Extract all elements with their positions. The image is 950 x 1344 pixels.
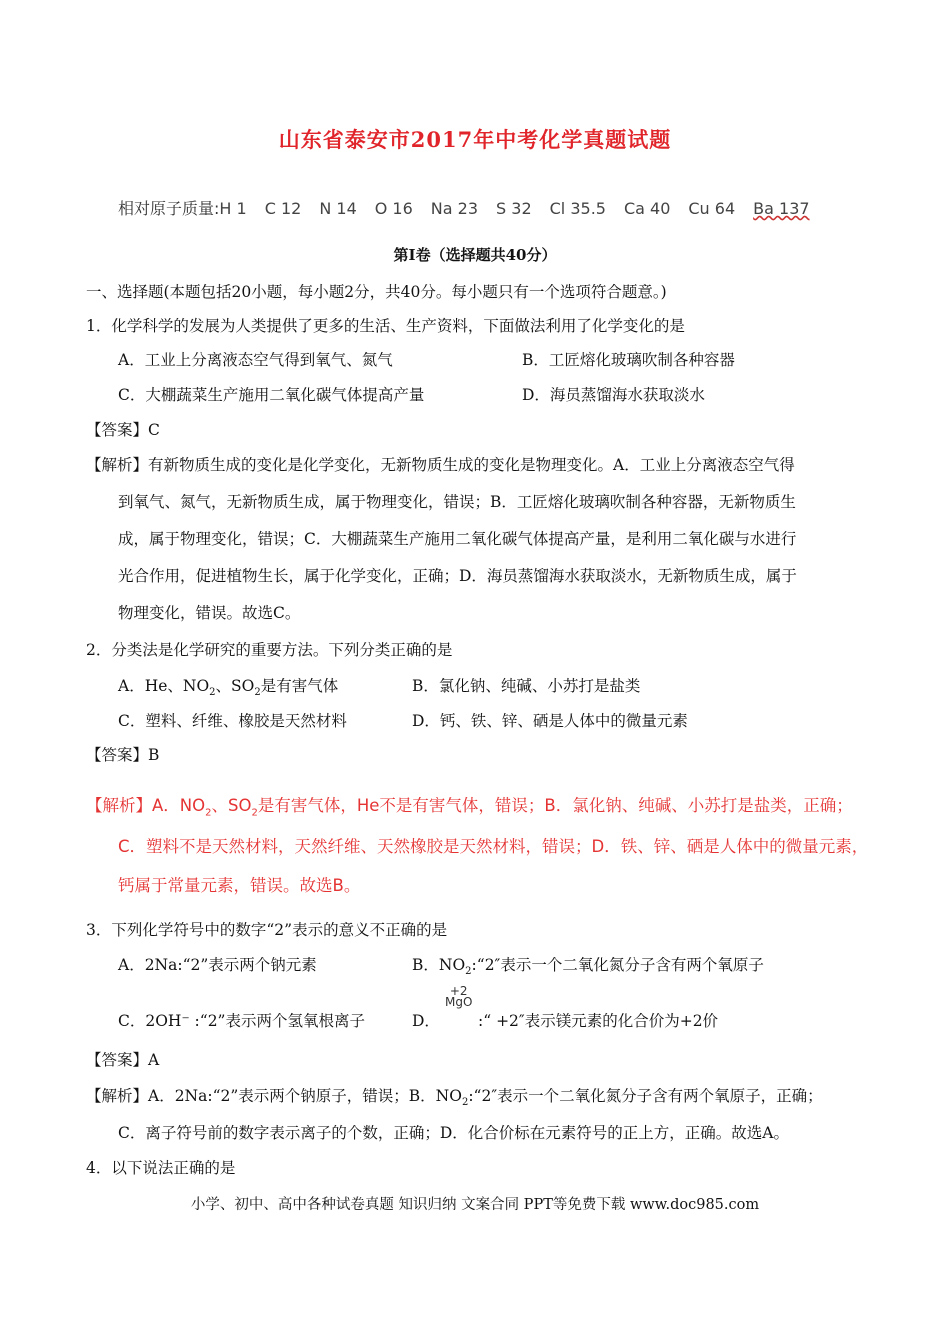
mgo-valence: +2 (449, 984, 468, 998)
q1-explanation-line: 成，属于物理变化，错误；C．大棚蔬菜生产施用二氧化碳气体提高产量，是利用二氧化碳与水进行 (118, 530, 797, 548)
q3-answer: 【答案】A (86, 1051, 160, 1069)
q3-explanation-line: 【解析】A．2Na:“2”表示两个钠原子，错误；B．$NO_2:“2''$表示一个二氧化氮分子含有两个氧原子，正确； (86, 1087, 823, 1109)
atomic-mass-item: Cl 35.5 (549, 199, 606, 218)
q1-explanation-line: 【解析】有新物质生成的变化是化学变化，无新物质生成的变化是物理变化。A．工业上分离液态空气得 (86, 456, 795, 474)
atomic-mass-item: C 12 (264, 199, 302, 218)
atomic-mass-item: Cu 64 (688, 199, 736, 218)
atomic-mass-item: Na 23 (430, 199, 479, 218)
part-title: 第Ⅰ卷（选择题共40分） (393, 246, 557, 264)
q1-explanation-line: 到氧气、氮气，无新物质生成，属于物理变化，错误；B．工匠熔化玻璃吹制各种容器，无新物质生 (118, 493, 796, 511)
q1-option-d: D．海员蒸馏海水获取淡水 (522, 386, 705, 404)
q3-option-d: :“ +2″表示镁元素的化合价为+2价 (478, 1012, 719, 1030)
q2-option-a: A．He、$NO_2$、$SO_2$是有害气体 (118, 677, 339, 699)
q2-explanation-line: 钙属于常量元素，错误。故选B。 (118, 876, 361, 895)
question-2-stem: 2．分类法是化学研究的重要方法。下列分类正确的是 (86, 641, 453, 659)
q3-option-d-label: D． (412, 1012, 440, 1030)
page-footer: 小学、初中、高中各种试卷真题 知识归纳 文案合同 PPT等免费下载 www.doc985.com (190, 1197, 760, 1213)
question-1-stem: 1．化学科学的发展为人类提供了更多的生活、生产资料，下面做法利用了化学变化的是 (86, 317, 685, 335)
q1-explanation-line: 光合作用，促进植物生长，属于化学变化，正确；D．海员蒸馏海水获取淡水，无新物质生成，属于 (118, 567, 797, 585)
q1-answer: 【答案】C (86, 421, 160, 439)
atomic-mass-item: O 16 (374, 199, 413, 218)
question-4-stem: 4．以下说法正确的是 (86, 1159, 236, 1177)
atomic-mass-label: 相对原子质量: (118, 199, 220, 218)
q1-option-c: C．大棚蔬菜生产施用二氧化碳气体提高产量 (118, 386, 425, 404)
q1-option-a: A．工业上分离液态空气得到氧气、氮气 (118, 351, 393, 369)
q3-explanation-line: C．离子符号前的数字表示离子的个数，正确；D．化合价标在元素符号的正上方，正确。故选A。 (118, 1124, 789, 1142)
mgo-formula (445, 986, 472, 1008)
q3-option-b: B．$NO_2:“2''$表示一个二氧化氮分子含有两个氧原子 (412, 956, 764, 978)
q2-option-d: D．钙、铁、锌、硒是人体中的微量元素 (412, 712, 688, 730)
atomic-mass-item: N 14 (319, 199, 357, 218)
q1-explanation-line: 物理变化，错误。故选C。 (118, 604, 301, 622)
q3-option-c: C．2OH⁻ :“2”表示两个氢氧根离子 (118, 1012, 365, 1030)
mgo-symbol: MgO (445, 995, 473, 1009)
atomic-mass-item: H 1 (219, 199, 247, 218)
atomic-mass-item: Ca 40 (623, 199, 671, 218)
q2-option-c: C．塑料、纤维、橡胶是天然材料 (118, 712, 347, 730)
q1-option-b: B．工匠熔化玻璃吹制各种容器 (522, 351, 735, 369)
q2-explanation-line: 【解析】A．$NO_2$、$SO_2$是有害气体，He不是有害气体，错误；B．氯化钠、纯碱、小苏打是盐类，正确； (86, 796, 853, 819)
question-3-stem: 3．下列化学符号中的数字“2”表示的意义不正确的是 (86, 921, 448, 939)
q2-answer: 【答案】B (86, 746, 160, 764)
document-title: 山东省泰安市2017年中考化学真题试题 (278, 127, 672, 152)
atomic-mass-item: S 32 (496, 199, 532, 218)
q2-option-b: B．氯化钠、纯碱、小苏打是盐类 (412, 677, 641, 695)
q2-explanation-line: C．塑料不是天然材料，天然纤维、天然橡胶是天然材料，错误；D．铁、锌、硒是人体中的微量元素， (118, 837, 869, 856)
q3-option-a: A．2Na:“2”表示两个钠元素 (118, 956, 317, 974)
atomic-mass-item: Ba 137 (753, 199, 810, 218)
relative-atomic-mass (118, 196, 828, 219)
section-heading: 一、选择题(本题包括20小题，每小题2分，共40分。每小题只有一个选项符合题意。) (86, 283, 667, 301)
